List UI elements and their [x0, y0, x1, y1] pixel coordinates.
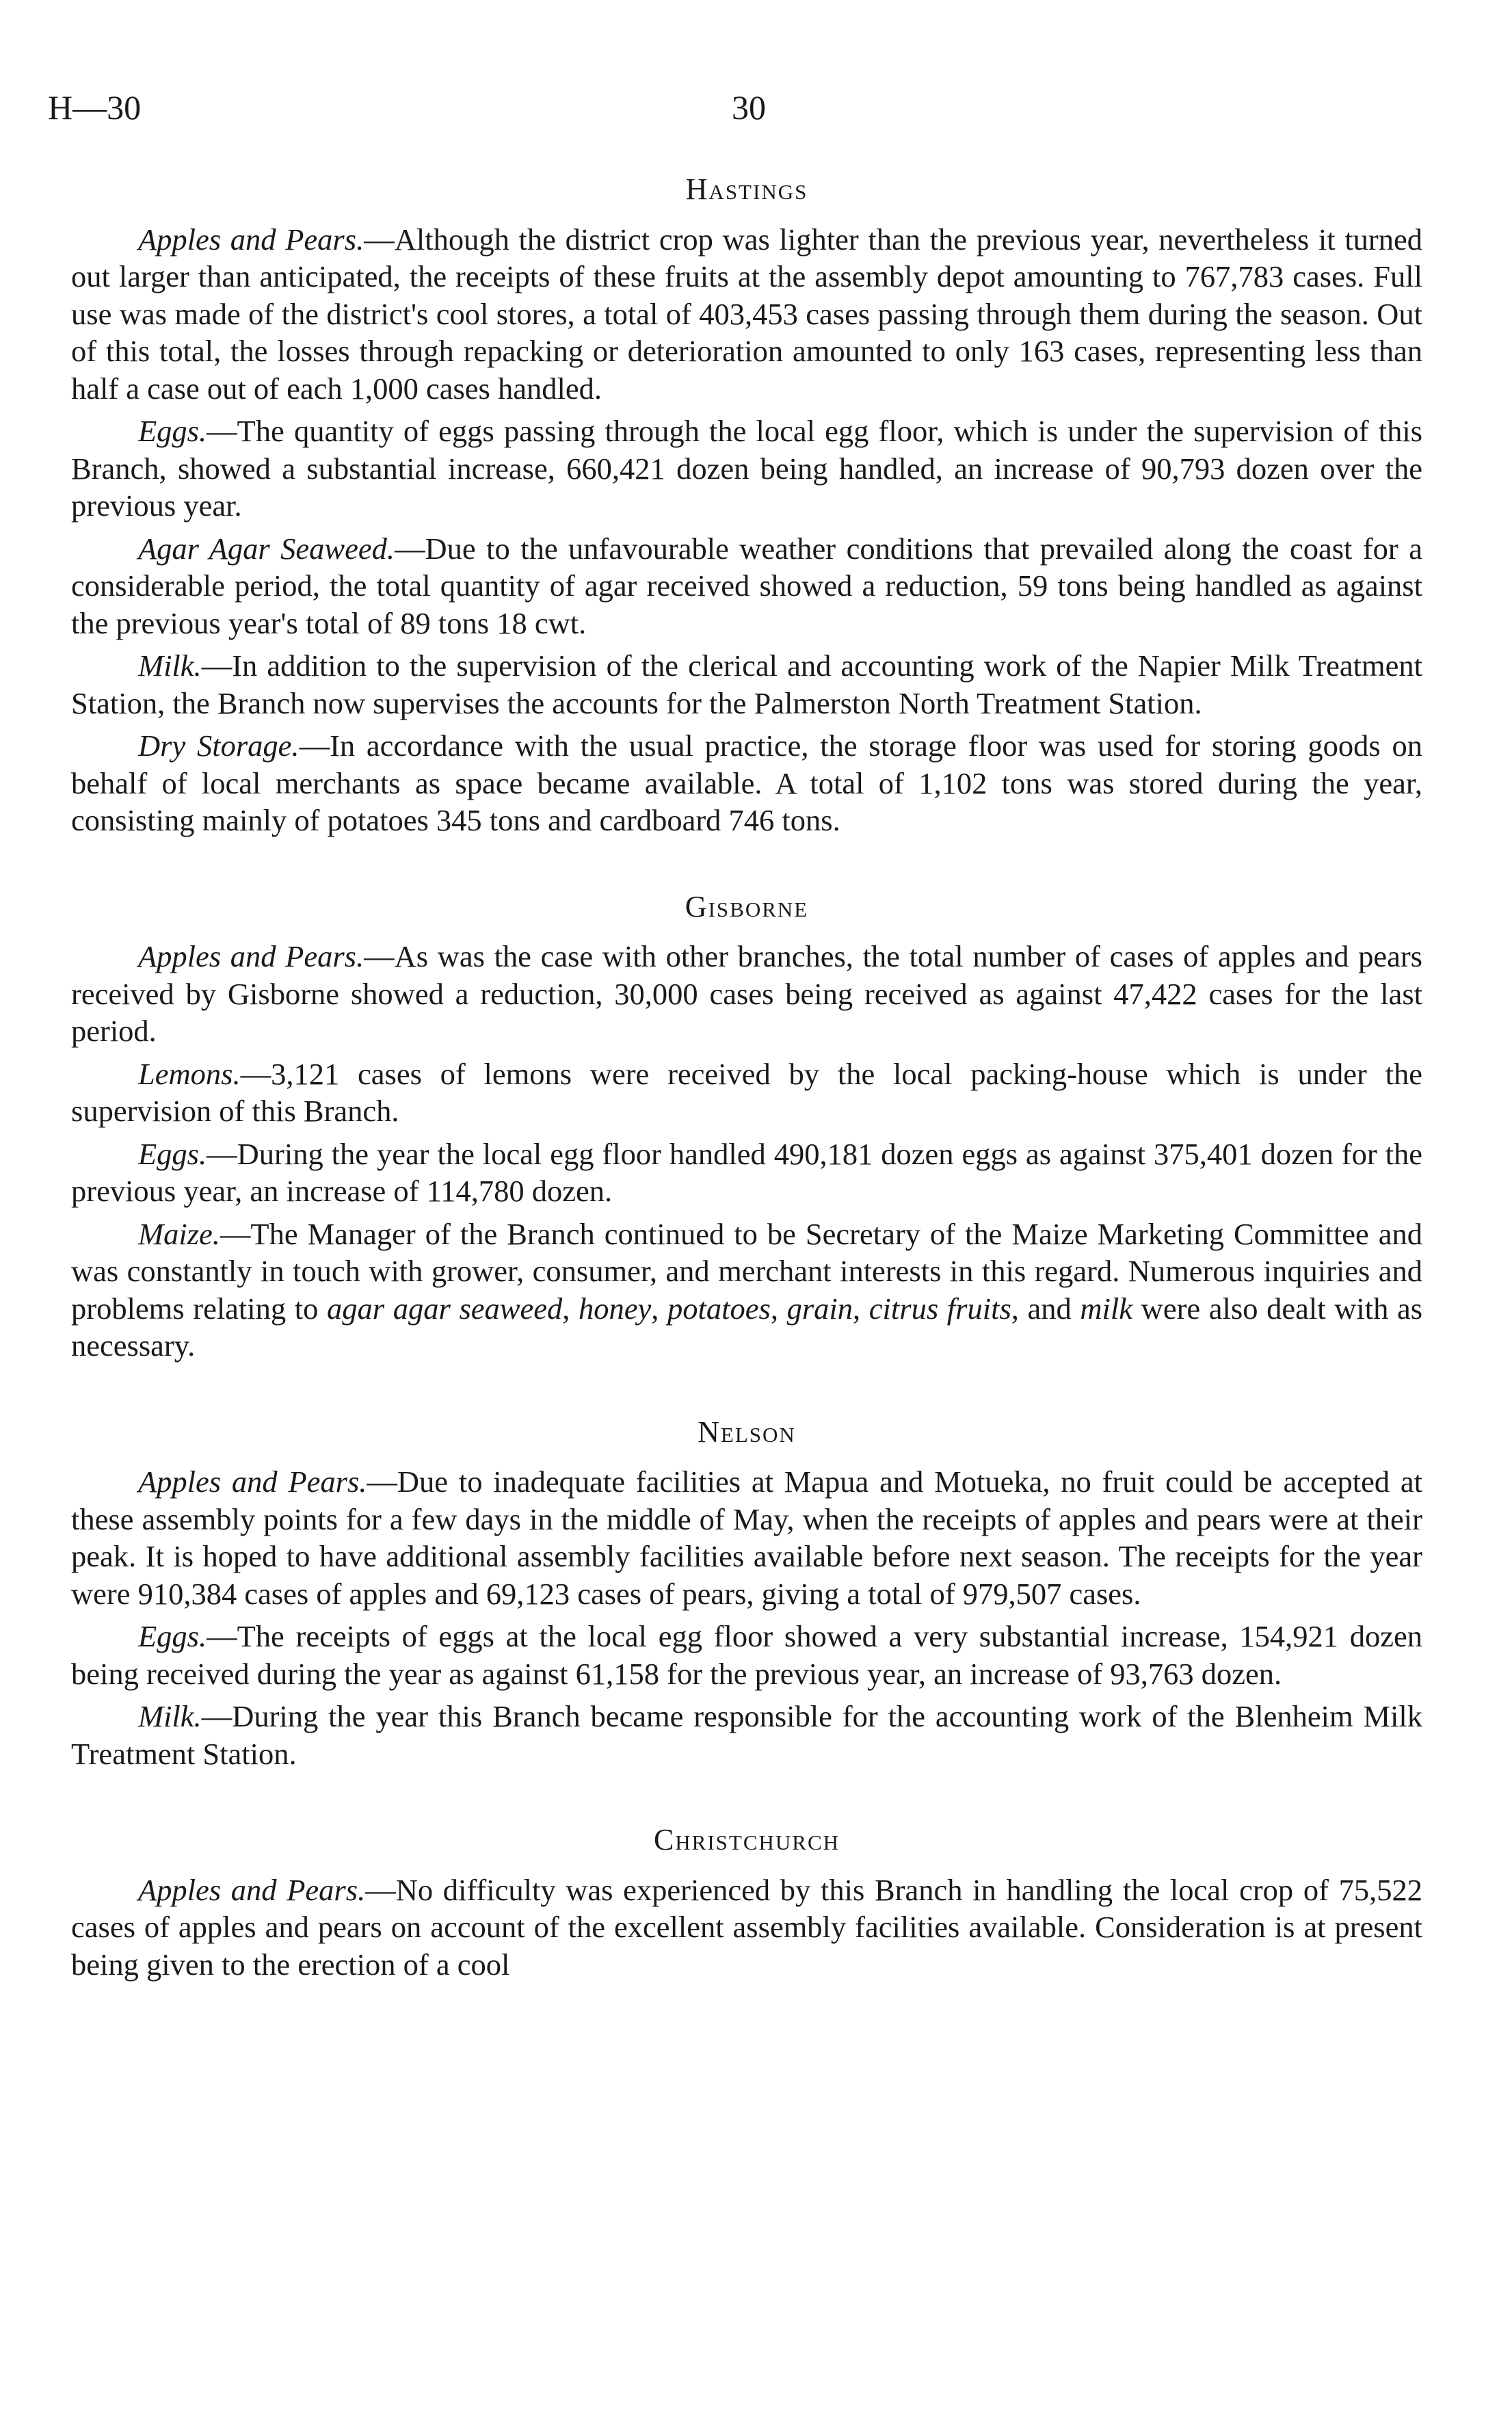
paragraph	[71, 530, 1422, 642]
paragraph-text: —The quantity of eggs passing through the local egg floor, which is under the supervision of this Branch, showed a substantial increase, 660,421 dozen being handled, an increase of 90,793 dozen over the previous year.	[71, 414, 1422, 523]
paragraph	[71, 1135, 1422, 1210]
section-nelson	[71, 1414, 1422, 1773]
paragraph-lead: Eggs.	[138, 1136, 207, 1171]
paragraph-lead: Apples and Pears.	[138, 939, 364, 973]
paragraph	[71, 647, 1422, 722]
paragraph-text: ,	[770, 1291, 787, 1326]
paragraph-text: —During the year this Branch became responsible for the accounting work of the Blenheim Milk Treatment Station.	[71, 1699, 1422, 1771]
paragraph	[71, 1215, 1422, 1365]
paragraph-text: —As was the case with other branches, the total number of cases of apples and pears received by Gisborne showed a reduction, 30,000 cases being received as against 47,422 cases for the last period.	[71, 939, 1422, 1048]
paragraph-text: —During the year the local egg floor handled 490,181 dozen eggs as against 375,401 dozen for the previous year, an increase of 114,780 dozen.	[71, 1136, 1422, 1208]
section-christchurch	[71, 1822, 1422, 1983]
italic-term: honey	[578, 1291, 652, 1326]
document-reference: H—30	[48, 88, 142, 127]
section-gisborne	[71, 889, 1422, 1365]
paragraph-text: ,	[651, 1291, 668, 1326]
page-header	[48, 88, 1464, 142]
italic-term: grain	[786, 1291, 853, 1326]
paragraph-text: —Although the district crop was lighter than the previous year, nevertheless it turned out larger than anticipated, the receipts of these fruits at the assembly depot amounting to 767,783 cases. Full use was made of the district's cool stores, a total of 403,453 cases passing through them during the season. Out of this total, the losses through repacking or deterioration amounted to only 163 cases, representing less than half a case out of each 1,000 cases handled.	[71, 222, 1423, 406]
paragraph-text: , and	[1011, 1291, 1080, 1326]
page-number: 30	[732, 88, 766, 127]
paragraph-lead: Eggs.	[138, 1619, 207, 1653]
italic-term: milk	[1080, 1291, 1133, 1326]
section-heading: Nelson	[698, 1415, 796, 1449]
paragraph	[71, 1618, 1422, 1692]
paragraph-text: were also dealt with as necessary.	[71, 1291, 1423, 1363]
paragraph	[71, 1055, 1422, 1130]
paragraph	[71, 221, 1422, 408]
italic-term: potatoes	[667, 1291, 771, 1326]
paragraph-text: —In accordance with the usual practice, the storage floor was used for storing goods on behalf of local merchants as space became available. A total of 1,102 tons was stored during the year, consisting mainly of potatoes 345 tons and cardboard 746 tons.	[71, 728, 1423, 837]
paragraph-text: —No difficulty was experienced by this Branch in handling the local crop of 75,522 cases of apples and pears on account of the excellent assembly facilities available. Consideration is at present being given to the erection of a cool	[71, 1872, 1422, 1982]
paragraph	[71, 727, 1422, 839]
paragraph-text: —In addition to the supervision of the clerical and accounting work of the Napier Milk Treatment Station, the Branch now supervises the accounts for the Palmerston North Treatment Station.	[71, 648, 1422, 720]
paragraph-text: —3,121 cases of lemons were received by the local packing-house which is under the supervision of this Branch.	[71, 1056, 1422, 1128]
paragraph-lead: Agar Agar Seaweed.	[138, 531, 395, 566]
italic-term: agar agar seaweed	[327, 1291, 563, 1326]
paragraph-lead: Lemons.	[138, 1056, 241, 1091]
paragraph-text: —The receipts of eggs at the local egg floor showed a very substantial increase, 154,921 dozen being received during the year as against 61,158 for the previous year, an increase of 93,763 dozen.	[71, 1619, 1422, 1691]
paragraph-lead: Milk.	[138, 648, 202, 683]
paragraph	[71, 412, 1422, 525]
paragraph-lead: Apples and Pears.	[138, 222, 364, 257]
paragraph	[71, 1871, 1422, 1984]
italic-term: citrus fruits	[868, 1291, 1011, 1326]
paragraph-text: ,	[853, 1291, 869, 1326]
paragraph-lead: Apples and Pears.	[138, 1464, 367, 1499]
paragraph-lead: Dry Storage.	[138, 728, 300, 763]
section-heading: Hastings	[685, 172, 808, 206]
section-hastings	[71, 171, 1422, 839]
paragraph	[71, 938, 1422, 1050]
page-body	[71, 171, 1422, 2032]
paragraph-lead: Milk.	[138, 1699, 202, 1733]
paragraph-text: —Due to inadequate facilities at Mapua and Motueka, no fruit could be accepted at these assembly points for a few days in the middle of May, when the receipts of apples and pears were at their peak. It is hoped to have additional assembly facilities available before next season. The receipts for the year were 910,384 cases of apples and 69,123 cases of pears, giving a total of 979,507 cases.	[71, 1464, 1422, 1611]
paragraph-lead: Apples and Pears.	[138, 1872, 366, 1907]
paragraph	[71, 1698, 1422, 1772]
section-heading: Christchurch	[653, 1823, 840, 1856]
section-heading: Gisborne	[685, 889, 809, 923]
paragraph-lead: Eggs.	[138, 414, 207, 448]
paragraph-text: —Due to the unfavourable weather conditions that prevailed along the coast for a considerable period, the total quantity of agar received showed a reduction, 59 tons being handled as against the previous year's total of 89 tons 18 cwt.	[71, 531, 1422, 640]
paragraph	[71, 1463, 1422, 1612]
paragraph-text: —The Manager of the Branch continued to be Secretary of the Maize Marketing Committee and was constantly in touch with grower, consumer, and merchant interests in this regard. Numerous inquiries and problems relating to	[71, 1216, 1422, 1326]
paragraph-text: ,	[562, 1291, 579, 1326]
paragraph-lead: Maize.	[138, 1216, 220, 1251]
